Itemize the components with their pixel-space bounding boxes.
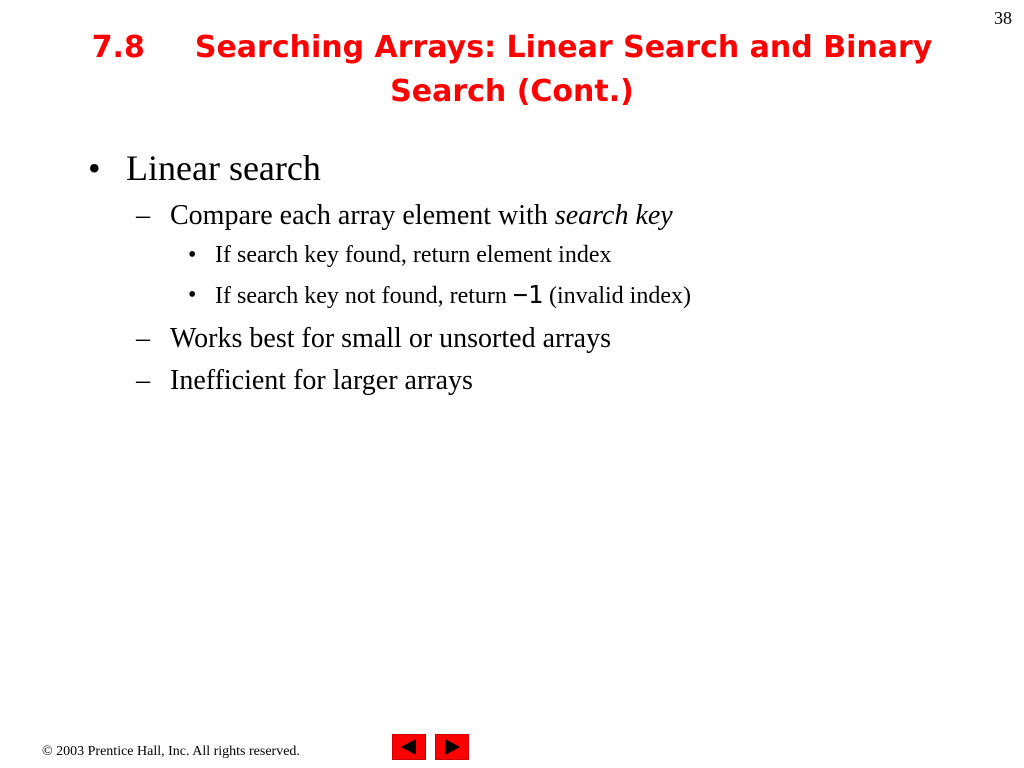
code-minus-one: −1 [512, 280, 543, 309]
inefficient-text: Inefficient for larger arrays [170, 365, 473, 396]
subbullet-compare [88, 198, 968, 234]
subsubbullet-not-found [88, 280, 968, 311]
previous-slide-button[interactable] [392, 734, 426, 760]
bullet-marker: • [188, 282, 197, 308]
slide-number: 38 [994, 8, 1012, 28]
copyright-footer: © 2003 Prentice Hall, Inc. All rights reserved. [42, 744, 300, 759]
section-number: 7.8 [91, 30, 145, 65]
triangle-left-icon [393, 735, 425, 759]
subbullet-works-best [88, 321, 968, 357]
compare-text: Compare each array element with [170, 200, 555, 231]
slide-content [88, 146, 968, 405]
title-line-1: Searching Arrays: Linear Search and Binary [194, 30, 933, 65]
bullet-marker: • [188, 242, 197, 268]
dash-marker: – [136, 200, 150, 231]
bullet-marker: • [88, 148, 101, 188]
title-line-2: Search (Cont.) [390, 74, 634, 109]
triangle-right-icon [436, 735, 468, 759]
bullet-linear-search [88, 146, 968, 190]
not-found-text: If search key not found, return [215, 283, 513, 309]
dash-marker: – [136, 365, 150, 396]
not-found-suffix: (invalid index) [543, 283, 691, 309]
bullet-text: Linear search [126, 148, 321, 188]
subsubbullet-found [88, 240, 968, 270]
works-best-text: Works best for small or unsorted arrays [170, 323, 611, 354]
next-slide-button[interactable] [435, 734, 469, 760]
slide-title [60, 26, 964, 114]
search-key-term: search key [554, 200, 673, 231]
subbullet-inefficient [88, 363, 968, 399]
found-text: If search key found, return element index [215, 242, 612, 268]
dash-marker: – [136, 323, 150, 354]
